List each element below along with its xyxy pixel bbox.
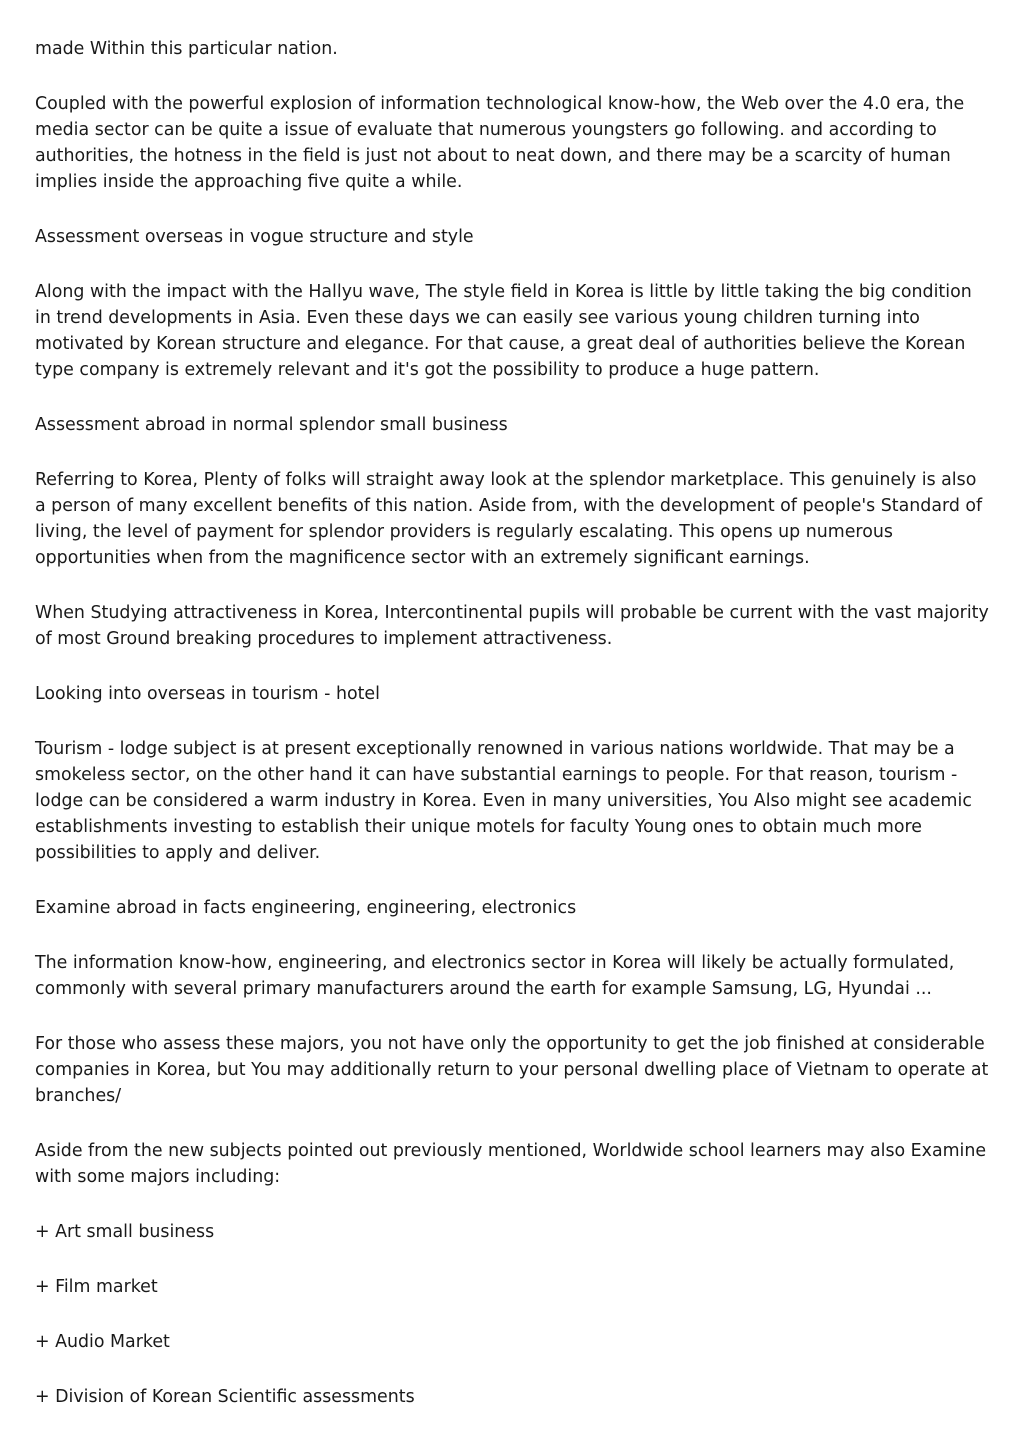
- paragraph-media-sector: Coupled with the powerful explosion of information technological know-how, the Web over the 4.0 era, the media sector can be quite a issue of evaluate that numerous youngsters go following. and according to authorities, the hotness in the field is just not about to neat down, and there may be a scarcity of human implies inside the approaching five quite a while.: [35, 94, 965, 192]
- heading-fashion-design: Assessment overseas in vogue structure and style: [35, 227, 474, 247]
- document-body: [35, 36, 990, 1439]
- heading-it-engineering: Examine abroad in facts engineering, engineering, electronics: [35, 898, 577, 918]
- list-item: + Film market: [35, 1277, 158, 1297]
- paragraph-fashion: Along with the impact with the Hallyu wave, The style field in Korea is little by little taking the big condition in trend developments in Asia. Even these days we can easily see various young children turning into motivated by Korean structure and elegance. For that cause, a great deal of authorities believe the Korean type company is extremely relevant and it's got the possibility to produce a huge pattern.: [35, 282, 972, 380]
- heading-tourism-hotel: Looking into overseas in tourism - hotel: [35, 684, 380, 704]
- paragraph-it-sector: The information know-how, engineering, and electronics sector in Korea will likely be actually formulated, commonly with several primary manufacturers around the earth for example Samsung, LG, Hyundai ...: [35, 953, 955, 999]
- paragraph-beauty-study: When Studying attractiveness in Korea, Intercontinental pupils will probable be current with the vast majority of most Ground breaking procedures to implement attractiveness.: [35, 603, 989, 649]
- list-item: + Art small business: [35, 1222, 215, 1242]
- heading-beauty-business: Assessment abroad in normal splendor small business: [35, 415, 508, 435]
- paragraph-beauty-market: Referring to Korea, Plenty of folks will straight away look at the splendor marketplace. This genuinely is also a person of many excellent benefits of this nation. Aside from, with the development of people's Standard of living, the level of payment for splendor providers is regularly escalating. This opens up numerous opportunities when from the magnificence sector with an extremely significant earnings.: [35, 470, 983, 568]
- paragraph-it-careers: For those who assess these majors, you not have only the opportunity to get the job finished at considerable companies in Korea, but You may additionally return to your personal dwelling place of Vietnam to operate at branches/: [35, 1034, 989, 1106]
- list-item: + Division of Korean Scientific assessments: [35, 1387, 415, 1407]
- list-item: + Audio Market: [35, 1332, 170, 1352]
- paragraph-tourism: Tourism - lodge subject is at present exceptionally renowned in various nations worldwide. That may be a smokeless sector, on the other hand it can have substantial earnings to people. For that reason, tourism - lodge can be considered a warm industry in Korea. Even in many universities, You Also might see academic establishments investing to establish their unique motels for faculty Young ones to obtain much more possibilities to apply and deliver.: [35, 739, 972, 863]
- paragraph-intro-fragment: made Within this particular nation.: [35, 39, 338, 59]
- paragraph-other-majors: Aside from the new subjects pointed out previously mentioned, Worldwide school learners may also Examine with some majors including:: [35, 1141, 987, 1187]
